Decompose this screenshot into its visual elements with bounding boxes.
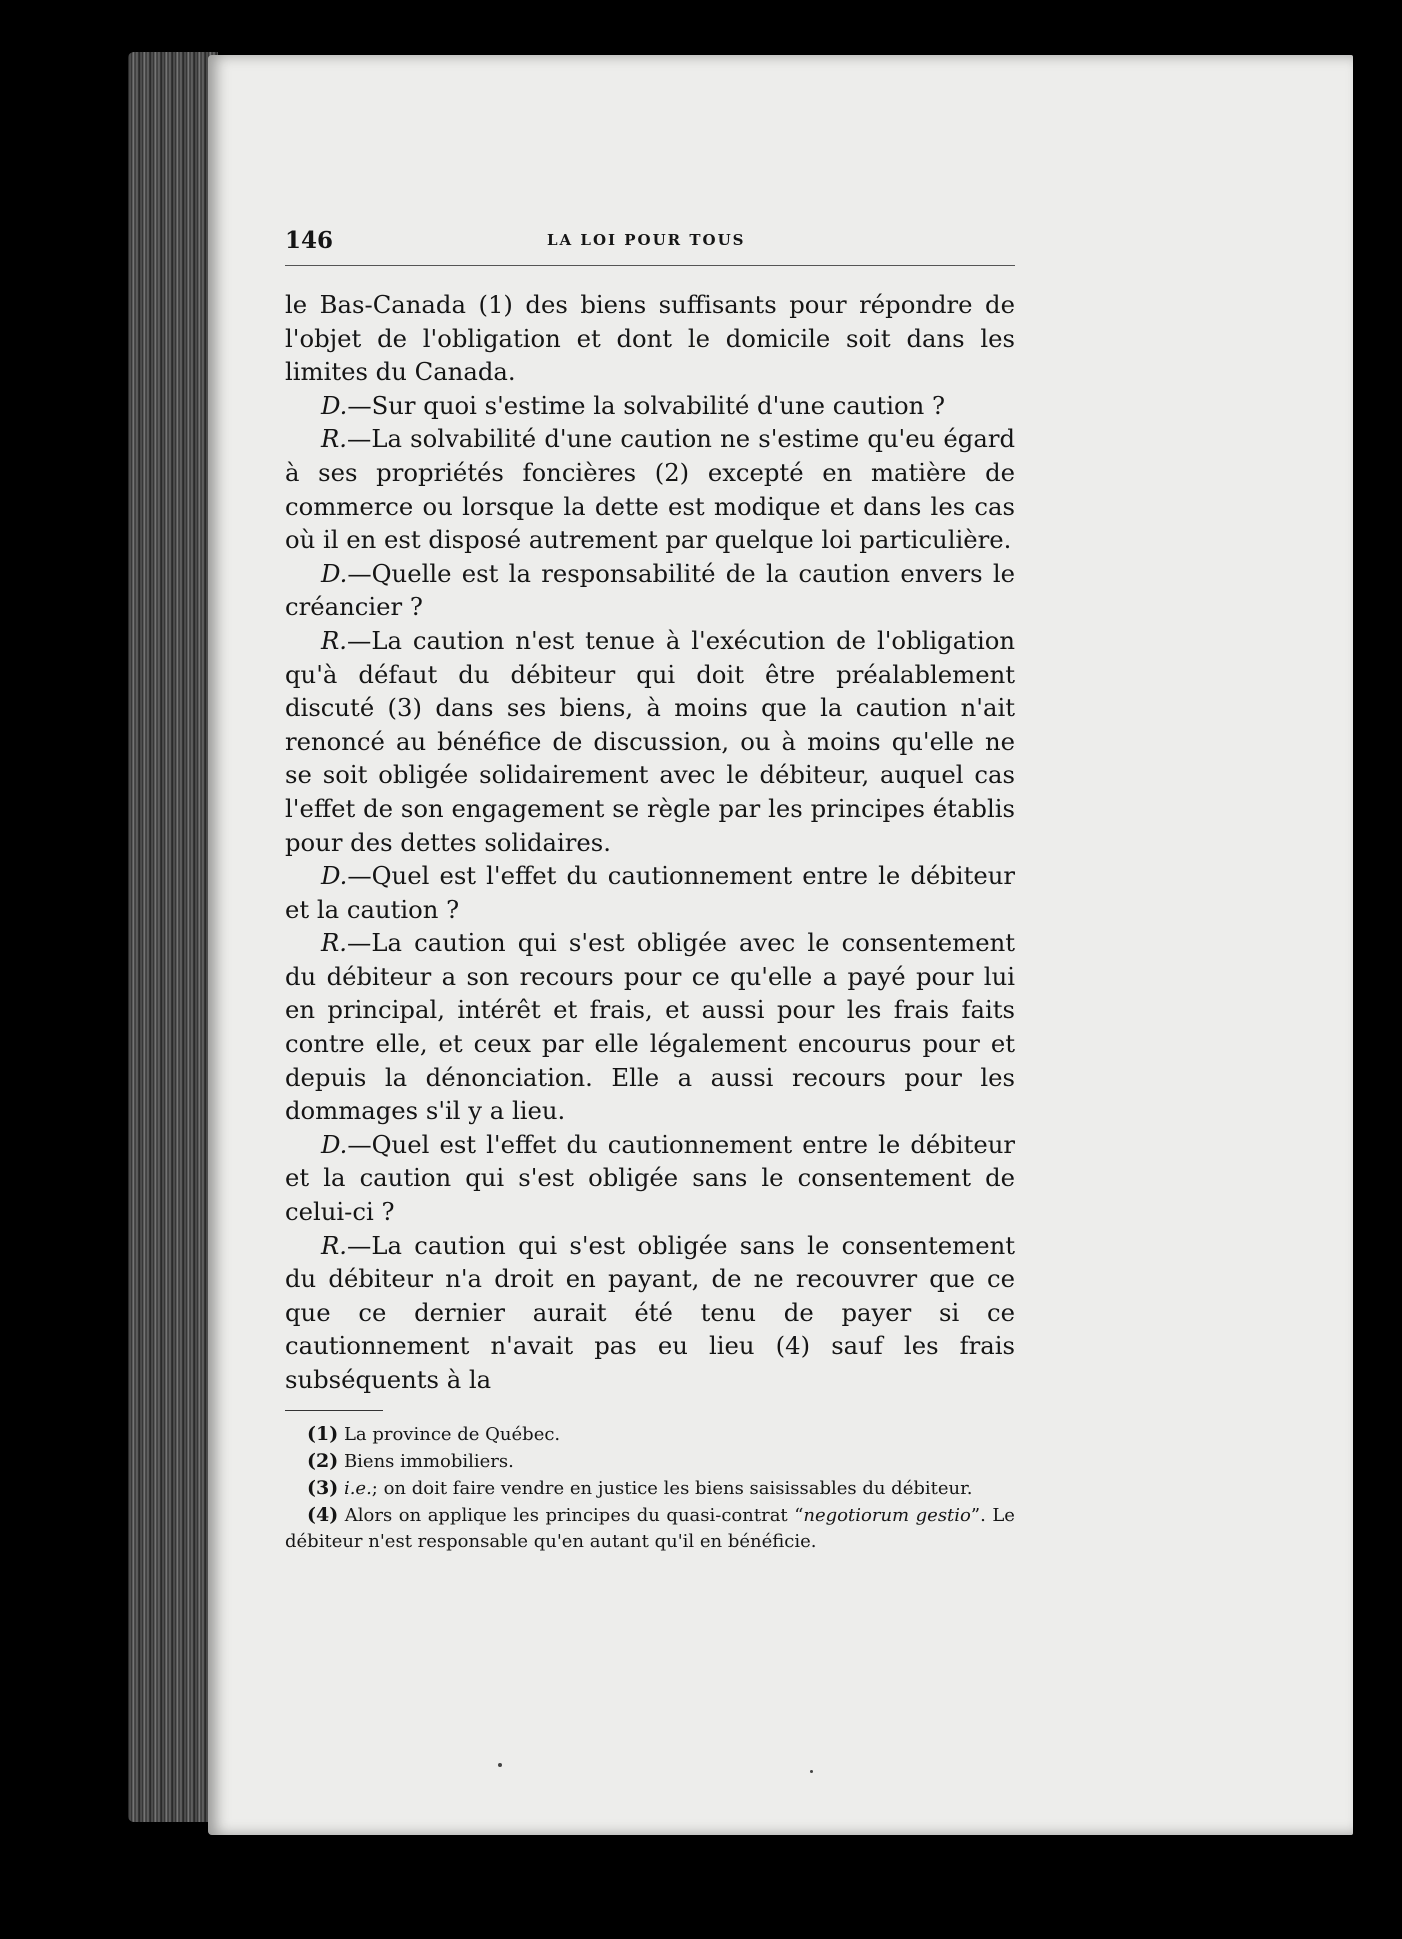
scan-speck: [810, 1770, 813, 1773]
footnotes: [285, 1421, 1015, 1555]
footnote-italic: negotiorum gestio: [803, 1504, 971, 1526]
answer-text: —La caution qui s'est obligée avec le consentement du débiteur a son recours pour ce qu'elle a payé pour lui en principal, intérêt et frais, et aussi pour les frais faits contre elle, et ceux par elle légalement encourus pour et depuis la dénonciation. Elle a aussi recours pour les dommages s'il y a lieu.: [285, 928, 1015, 1126]
book-page-edges: [128, 52, 218, 1822]
answer-text: —La solvabilité d'une caution ne s'estime qu'eu égard à ses propriétés foncières (2) excepté en matière de commerce ou lorsque la dette est modique et dans les cas où il en est disposé autrement par quelque loi particulière.: [285, 424, 1015, 555]
running-title: LA LOI POUR TOUS: [547, 231, 746, 249]
footnote-number: (2): [307, 1449, 339, 1472]
answer-paragraph: [285, 422, 1015, 556]
answer-label: R.: [321, 424, 348, 454]
footnote-text: La province de Québec.: [343, 1423, 561, 1445]
footnote-text-end: ”. Le débiteur n'est responsable qu'en autant qu'il en bénéficie.: [285, 1504, 1015, 1552]
answer-label: R.: [321, 1230, 348, 1260]
answer-text: —La caution qui s'est obligée sans le consentement du débiteur n'a droit en payant, de ne recouvrer que ce que ce dernier aurait été tenu de payer si ce cautionnement n'avait pas eu lieu (4) sauf les frais subséquents à la: [285, 1230, 1015, 1394]
answer-paragraph: [285, 926, 1015, 1128]
page-number: 146: [285, 227, 334, 254]
footnote-text: Biens immobiliers.: [343, 1450, 514, 1472]
footnote: [285, 1502, 1015, 1555]
question-paragraph: [285, 389, 1015, 423]
question-text: —Sur quoi s'estime la solvabilité d'une caution ?: [347, 390, 945, 420]
footnote-italic: i.e.: [343, 1477, 372, 1499]
footnote: [285, 1475, 1015, 1502]
question-text: —Quel est l'effet du cautionnement entre le débiteur et la caution qui s'est obligée sans le consentement de celui-ci ?: [285, 1129, 1015, 1227]
running-header: [285, 225, 1015, 266]
answer-paragraph: [285, 1229, 1015, 1397]
question-label: D.: [321, 390, 348, 420]
question-text: —Quelle est la responsabilité de la caution envers le créancier ?: [285, 558, 1015, 622]
question-label: D.: [321, 1129, 348, 1159]
scan-speck: [498, 1763, 502, 1767]
body-text: [285, 288, 1015, 1397]
footnote-text: Alors on applique les principes du quasi-contrat “: [344, 1504, 804, 1526]
footnote-number: (4): [307, 1503, 339, 1526]
footnote: [285, 1448, 1015, 1475]
answer-paragraph: [285, 624, 1015, 859]
question-label: D.: [321, 558, 348, 588]
footnote-number: (1): [307, 1422, 339, 1445]
answer-label: R.: [321, 625, 348, 655]
question-text: —Quel est l'effet du cautionnement entre le débiteur et la caution ?: [285, 861, 1015, 924]
answer-text: —La caution n'est tenue à l'exécution de l'obligation qu'à défaut du débiteur qui doit être préalablement discuté (3) dans ses biens, à moins que la caution n'ait renoncé au bénéfice de discussion, ou à moins qu'elle ne se soit obligée solidairement avec le débiteur, auquel cas l'effet de son engagement se règle par les principes établis pour des dettes solidaires.: [285, 625, 1015, 857]
footnote-text: ; on doit faire vendre en justice les biens saisissables du débiteur.: [371, 1477, 973, 1499]
paragraph-continuation: le Bas-Canada (1) des biens suffisants pour répondre de l'objet de l'obligation et dont le domicile soit dans les limites du Canada.: [285, 290, 1015, 387]
question-label: D.: [321, 861, 348, 891]
footnote-number: (3): [307, 1476, 339, 1499]
question-paragraph: [285, 859, 1015, 926]
question-paragraph: [285, 1128, 1015, 1229]
footnote: [285, 1421, 1015, 1448]
footnote-divider: [285, 1410, 383, 1411]
question-paragraph: [285, 557, 1015, 624]
page-content: [285, 225, 1015, 1555]
answer-label: R.: [321, 928, 348, 958]
